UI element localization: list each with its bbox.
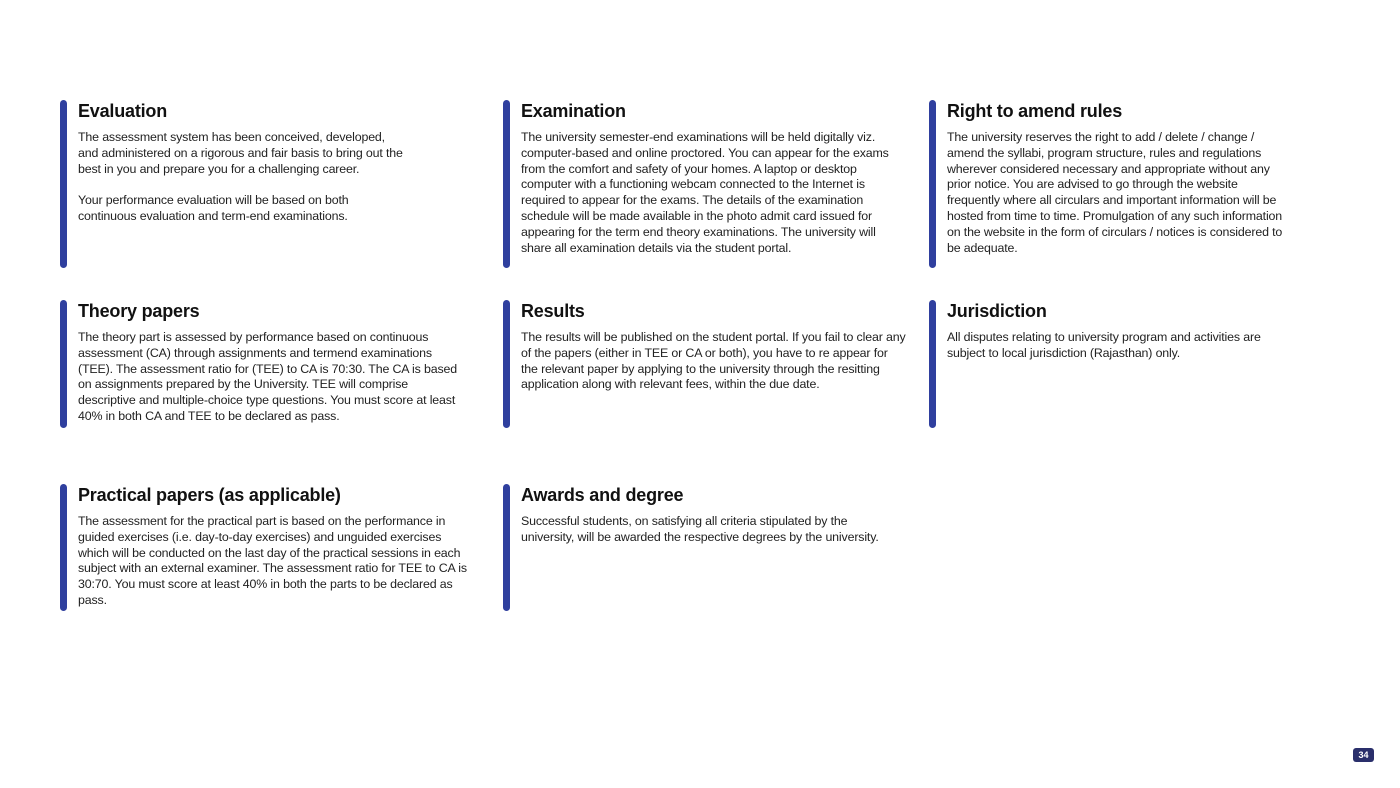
paragraph: The assessment for the practical part is based on the performance in guided exercises (i.e. day-to-day exercises) and unguided exercises which will be conducted on the last day of the practical sessions in each subject with an external examiner. The assessment ratio for TEE to CA is 30:70. You must score at least 40% in both the parts to be declared as pass. <box>78 514 467 607</box>
paragraph: The university reserves the right to add / delete / change / amend the syllabi, program structure, rules and regulations wherever considered necessary and appropriate without any prior notice. You are advised to go through the website frequently where all circulars and important information will be hosted from time to time. Promulgation of any such information on the website in the form of circulars / notices is considered to be adequate. <box>947 130 1283 255</box>
section-title: Jurisdiction <box>947 301 1047 321</box>
accent-bar <box>503 484 510 611</box>
section-jurisdiction <box>929 300 1349 428</box>
section-practical-papers <box>60 484 470 611</box>
section-title: Awards and degree <box>521 485 684 505</box>
paragraph: The university semester-end examinations will be held digitally viz. computer-based and online proctored. You can appear for the exams from the comfort and safety of your homes. A laptop or desktop computer with a functioning webcam connected to the Internet is required to appear for the exams. The details of the examination schedule will be made available in the photo admit card issued for appearing for the term end theory examinations. The university will share all examination details via the student portal. <box>521 130 889 255</box>
section-body <box>521 130 907 256</box>
section-title: Evaluation <box>78 101 168 121</box>
accent-bar <box>929 100 936 268</box>
accent-bar <box>929 300 936 428</box>
section-results <box>503 300 913 428</box>
section-title: Practical papers (as applicable) <box>78 485 341 505</box>
section-body <box>947 330 1277 362</box>
section-body <box>947 130 1289 256</box>
accent-bar <box>60 100 67 268</box>
paragraph: The theory part is assessed by performance based on continuous assessment (CA) through assignments and termend examinations (TEE). The assessment ratio for (TEE) to CA is 70:30. The CA is based on assignments prepared by the University. TEE will comprise descriptive and multiple-choice type questions. You must score at least 40% in both CA and TEE to be declared as pass. <box>78 330 457 423</box>
accent-bar <box>60 484 67 611</box>
section-body <box>521 514 901 546</box>
section-right-to-amend-rules <box>929 100 1349 268</box>
section-body <box>78 130 408 225</box>
paragraph: Successful students, on satisfying all criteria stipulated by the university, will be awarded the respective degrees by the university. <box>521 514 879 544</box>
accent-bar <box>60 300 67 428</box>
section-title: Examination <box>521 101 626 121</box>
paragraph: All disputes relating to university program and activities are subject to local jurisdiction (Rajasthan) only. <box>947 330 1261 360</box>
section-title: Right to amend rules <box>947 101 1123 121</box>
paragraph: The results will be published on the student portal. If you fail to clear any of the papers (either in TEE or CA or both), you have to re appear for the relevant paper by applying to the university through the resitting application along with relevant fees, within the due date. <box>521 330 906 392</box>
page-number-badge: 34 <box>1353 748 1374 762</box>
section-body <box>78 330 466 425</box>
accent-bar <box>503 100 510 268</box>
section-title: Results <box>521 301 585 321</box>
paragraph: The assessment system has been conceived, developed, and administered on a rigorous and fair basis to bring out the best in you and prepare you for a challenging career. <box>78 130 403 176</box>
section-theory-papers <box>60 300 470 428</box>
section-evaluation <box>60 100 470 268</box>
section-awards-and-degree <box>503 484 913 611</box>
section-body <box>521 330 907 393</box>
section-examination <box>503 100 913 268</box>
section-title: Theory papers <box>78 301 200 321</box>
section-body <box>78 514 470 609</box>
accent-bar <box>503 300 510 428</box>
paragraph: Your performance evaluation will be based on both continuous evaluation and term-end examinations. <box>78 193 349 223</box>
